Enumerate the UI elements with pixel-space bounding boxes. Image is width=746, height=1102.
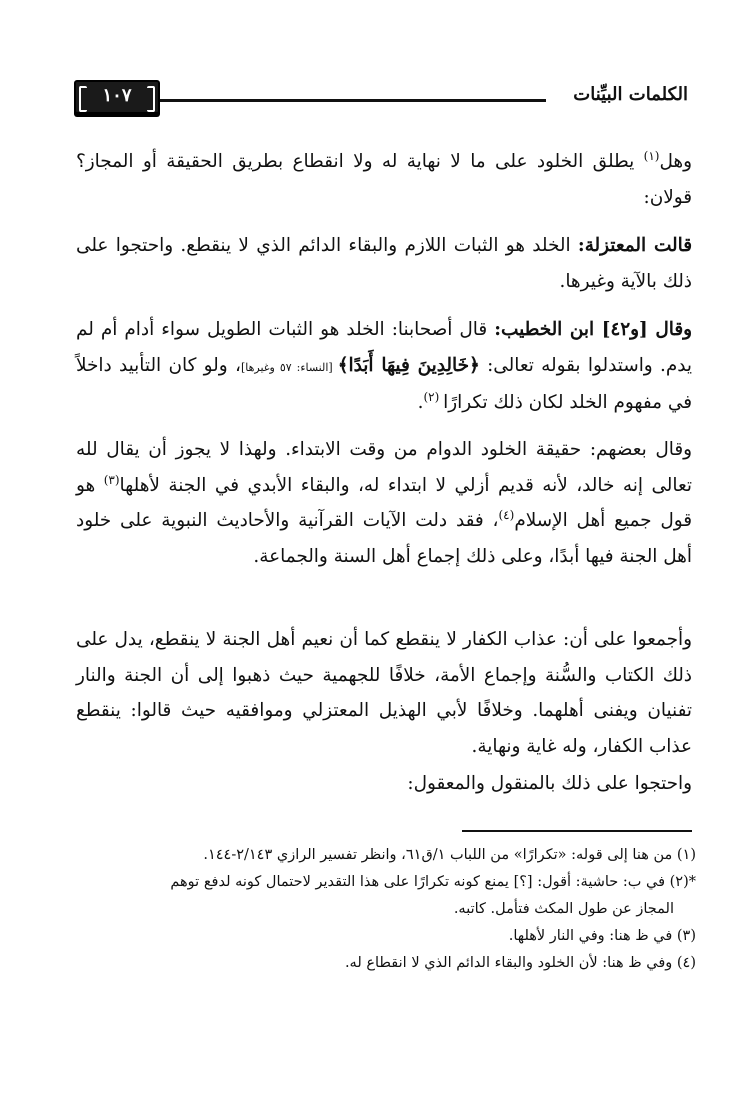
p6-text: واحتجوا على ذلك بالمنقول والمعقول: [407,773,692,794]
header-rule [158,99,546,102]
footnote-2: *(٢) في ب: حاشية: أقول: [؟] يمنع كونه تكرارًا على هذا التقدير لاحتمال كونه لدفع توهم [170,874,696,890]
footnote-divider [462,830,692,832]
footnote-ref-3[interactable]: (٣) [103,472,120,487]
verse-reference: [النساء: ٥٧ وغيرها] [240,360,338,374]
p3-text-2: ، ولو كان التأبيد داخلاً في مفهوم الخلد لكان ذلك تكرارًا [76,354,692,413]
p3-lead: وقال [و٤٢] ابن الخطيب: [494,319,692,340]
quran-verse: ﴿خَالِدِينَ فِيهَا أَبَدًا﴾ [337,354,480,376]
p3-end: . [417,392,424,413]
p4-text-1: وقال بعضهم: حقيقة الخلود الدوام من وقت الابتداء. ولهذا لا يجوز أن يقال لله تعالى إنه خالد، لأنه قديم أزلي لا ابتداء له، والبقاء الأبدي في الجنة لأهلها [76,439,692,496]
page-number-badge [74,80,160,114]
footnote-ref-4[interactable]: (٤) [498,507,515,522]
running-header [74,84,688,124]
p2-text: الخلد هو الثبات اللازم والبقاء الدائم الذي لا ينقطع. واحتجوا على ذلك بالآية وغيرها. [76,235,692,292]
footnote-ref-1[interactable]: (١) [643,148,660,163]
p3-text-1: قال أصحابنا: الخلد هو الثبات الطويل سواء أدام أم لم يدم. واستدلوا بقوله تعالى: [76,319,693,376]
footnote-4: (٤) وفي ظ هنا: لأن الخلود والبقاء الدائم الذي لا انقطاع له. [344,955,696,971]
footnote-2-continued: المجاز عن طول المكث فتأمل. كاتبه. [453,901,674,917]
paragraph-1 [76,144,692,215]
p5-text: وأجمعوا على أن: عذاب الكفار لا ينقطع كما أن نعيم أهل الجنة لا ينقطع، يدل على ذلك الكتاب والسُّنة وإجماع الأمة، خلافًا للجهمية حيث ذهبوا إلى أن الجنة والنار تفنيان ويفنى أهلهما. وخلافًا لأبي الهذيل المعتزلي وموافقيه حيث قالوا: ينقطع عذاب الكفار، وله غاية ونهاية. [76,629,692,757]
p4-text-3: ، فقد دلت الآيات القرآنية والأحاديث النبوية على خلود أهل الجنة فيها أبدًا، وعلى ذلك إجماع أهل السنة والجماعة. [76,510,692,567]
footnote-1: (١) من هنا إلى قوله: «تكرارًا» من اللباب ١/ق٦١، وانظر تفسير الرازي ٢/١٤٣-١٤٤. [203,847,696,863]
footnote-3: (٣) في ظ هنا: وفي النار لأهلها. [508,928,696,944]
paragraph-4 [76,432,692,574]
p1-text: يطلق الخلود على ما لا نهاية له ولا انقطاع بطريق الحقيقة أو المجاز؟ قولان: [76,151,692,208]
page-number: ١٠٧ [102,85,132,106]
running-title: الكلمات البيِّنات [573,84,688,105]
p4-text-2: هو قول جميع أهل الإسلام [76,474,692,531]
paragraph-3 [76,312,692,421]
footnote-ref-2[interactable]: (٢) [423,389,444,404]
p1-start: وهل [659,151,692,172]
p2-lead: قالت المعتزلة: [577,235,692,256]
paragraph-2 [76,228,692,299]
footnotes [76,842,696,977]
paragraph-6 [76,766,692,802]
paragraph-5 [76,622,692,764]
